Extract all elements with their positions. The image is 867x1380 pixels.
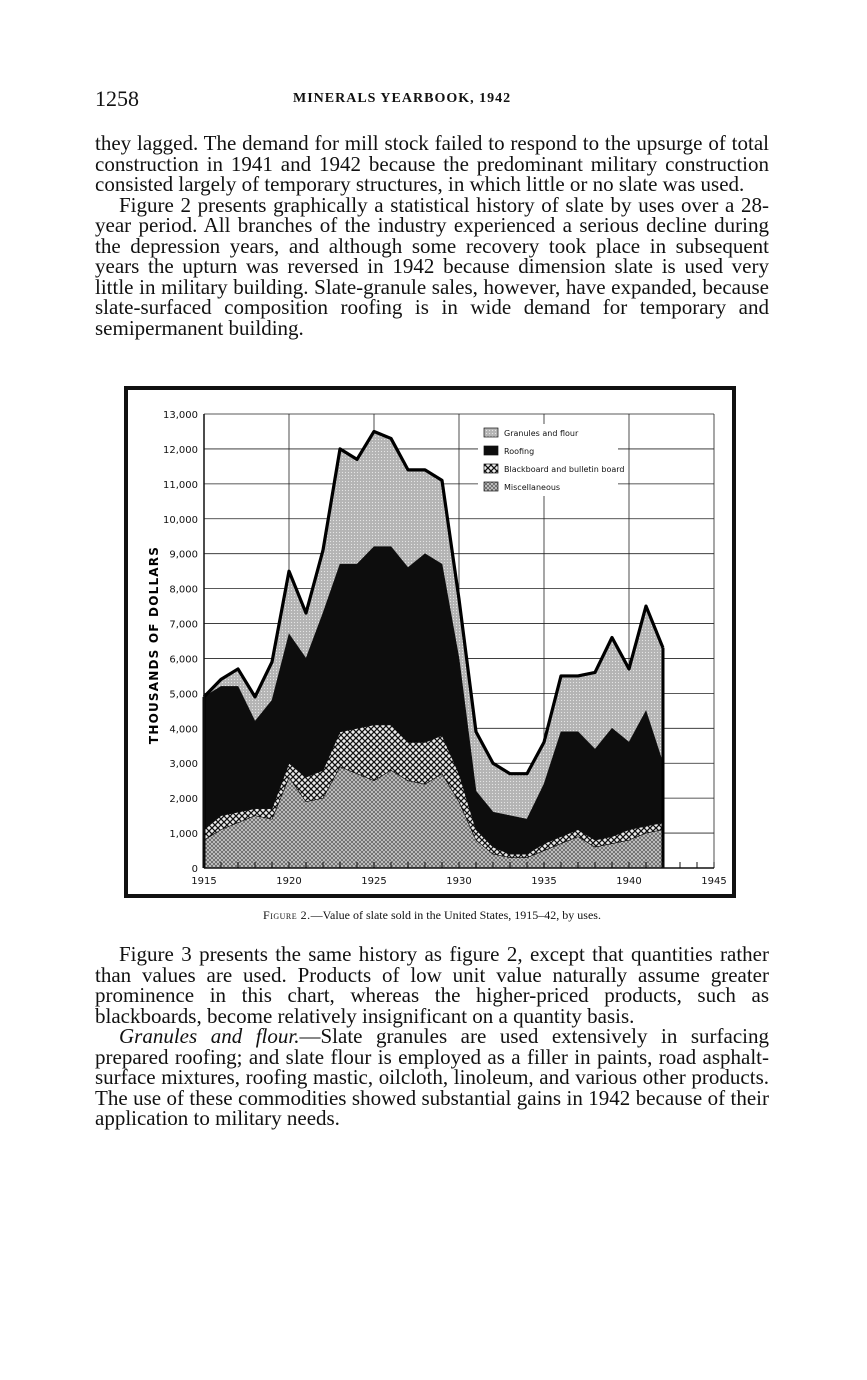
paragraph-figure-3: Figure 3 presents the same history as figure 2, except that quantities rather than values are used. Products of low unit value naturally assume greater prominence in this chart, whereas the higher-priced products, such as blackboards, become relatively insignificant on a quantity basis. [95,942,769,1028]
legend-swatch [484,464,498,473]
y-tick-label: 4,000 [169,724,198,736]
paragraph-continuation: they lagged. The demand for mill stock failed to respond to the upsurge of total construction in 1941 and 1942 because the predominant military construction consisted largely of temporary structures, in which little or no slate was used. [95,131,769,196]
x-tick-label: 1915 [191,876,217,887]
legend-label: Miscellaneous [504,483,561,492]
page-header [95,86,775,116]
y-tick-label: 2,000 [169,794,198,806]
granules-heading: Granules and flour. [119,1024,300,1048]
x-tick-label: 1940 [616,876,642,887]
y-tick-label: 8,000 [169,584,198,596]
chart-legend [478,424,624,496]
granules-text: —Slate granules are used extensively in surfacing prepared roofing; and slate flour is employed as a filler in paints, road asphalt-surface mixtures, roofing mastic, oilcloth, linoleum, and various other products. The use of these commodities showed substantial gains in 1942 because of their application to military needs. [95,1024,769,1130]
x-tick-label: 1925 [361,876,387,887]
running-title: MINERALS YEARBOOK, 1942 [293,91,512,106]
legend-swatch [484,482,498,491]
paragraph-figure-2-intro: Figure 2 presents graphically a statistical history of slate by uses over a 28-year period. All branches of the industry experienced a serious decline during the depression years, and although some recovery took place in subsequent years the upturn was reversed in 1942 because dimension slate is used very little in military building. Slate-granule sales, however, have expanded, because slate-surfaced composition roofing is in wide demand for temporary and semipermanent building. [95,192,769,340]
caption-text: —Value of slate sold in the United States, 1915–42, by uses. [310,908,601,922]
paragraph-granules-and-flour [95,1026,769,1129]
x-tick-label: 1930 [446,876,472,887]
y-tick-label: 6,000 [169,654,198,666]
x-tick-label: 1945 [701,876,727,887]
y-tick-label: 5,000 [169,689,198,701]
legend-label: Roofing [504,447,535,456]
lower-text-block [95,944,769,1129]
page-number: 1258 [95,86,139,111]
y-tick-label: 11,000 [163,479,198,491]
y-axis-label: THOUSANDS OF DOLLARS [147,545,161,745]
y-tick-label: 7,000 [169,619,198,631]
legend-label: Blackboard and bulletin board [504,465,625,474]
y-tick-label: 1,000 [169,829,198,841]
legend-label: Granules and flour [504,429,579,438]
legend-swatch [484,428,498,437]
x-tick-label: 1935 [531,876,557,887]
figure-2-chart [128,390,732,894]
y-tick-label: 0 [191,864,198,875]
legend-swatch [484,446,498,455]
y-tick-label: 3,000 [169,759,198,771]
figure-caption [95,908,769,923]
x-tick-label: 1920 [276,876,302,887]
y-tick-label: 10,000 [163,514,198,526]
figure-2-frame [124,386,736,898]
y-tick-label: 13,000 [163,410,198,421]
caption-label: Figure 2. [263,908,311,922]
upper-text-block [95,133,769,338]
y-tick-label: 12,000 [163,444,198,456]
y-tick-label: 9,000 [169,549,198,561]
